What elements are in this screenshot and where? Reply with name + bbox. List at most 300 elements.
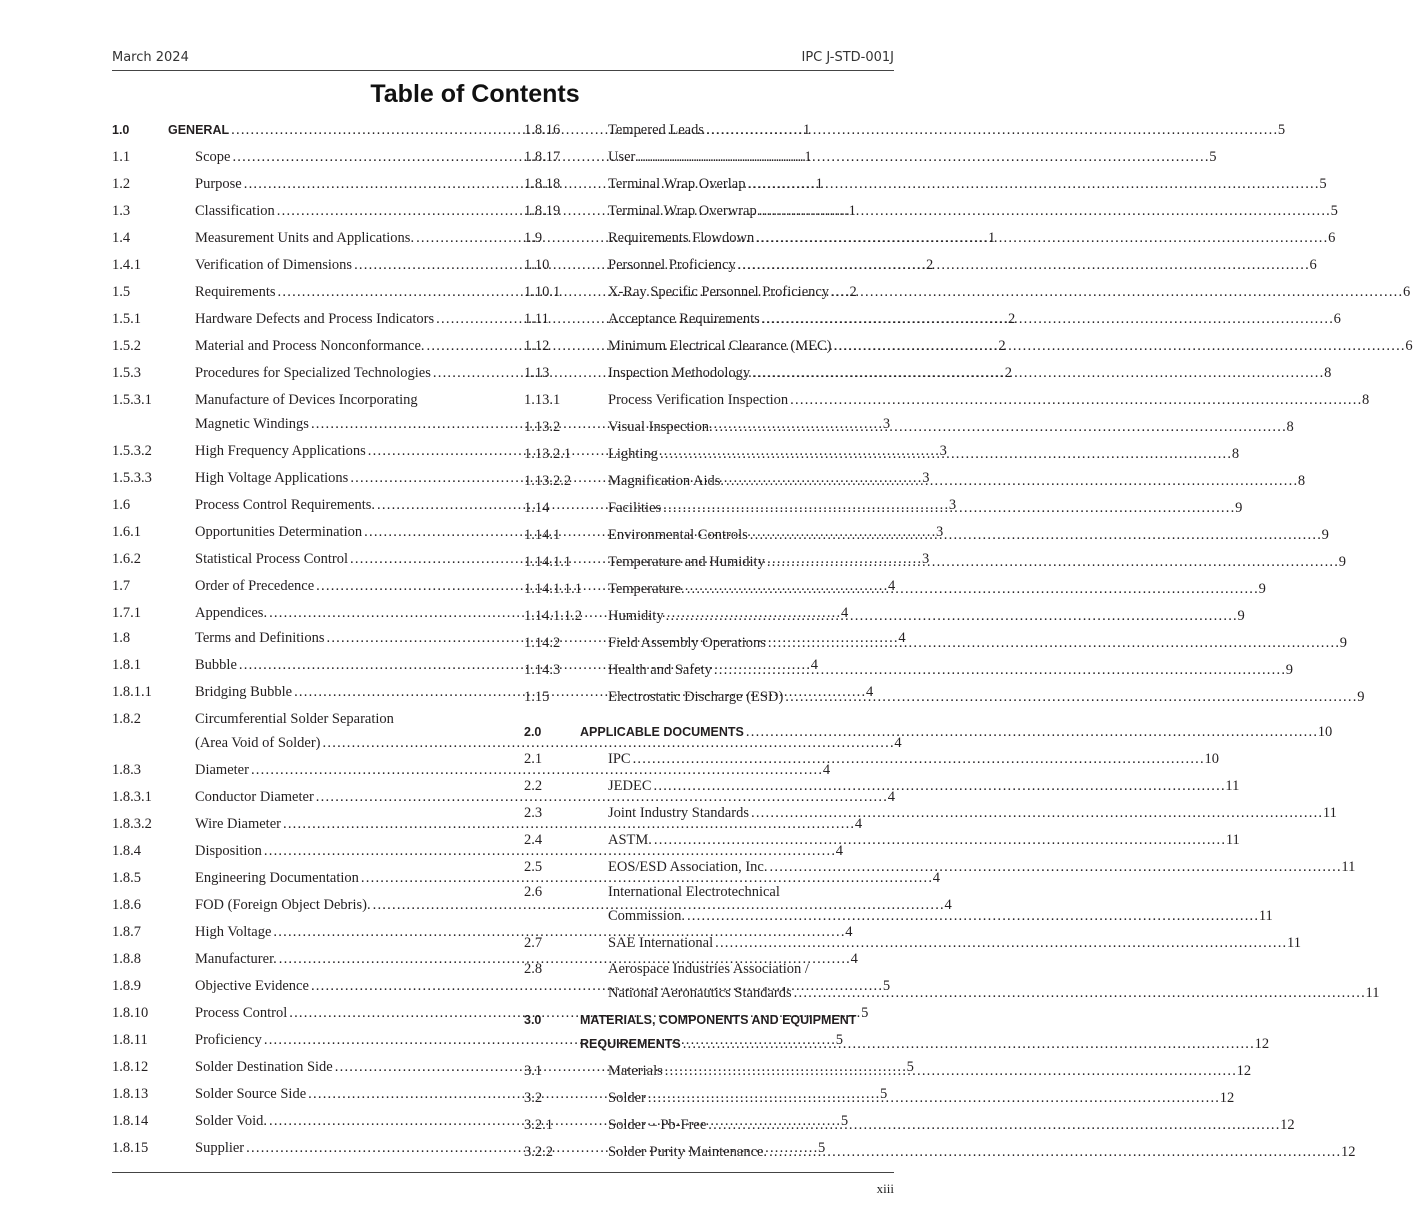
toc-entry[interactable] — [524, 685, 1365, 709]
toc-entry-number: 1.5 — [112, 284, 131, 300]
toc-entry-number: 1.14.3 — [524, 662, 561, 678]
toc-entry-title: Bubble — [195, 657, 237, 673]
toc-entry-number: 1.8.12 — [112, 1059, 149, 1075]
toc-entry-title: Procedures for Specialized Technologies — [195, 365, 431, 381]
toc-entry-title: Manufacturer. — [195, 951, 277, 967]
toc-entry[interactable] — [524, 658, 1294, 682]
toc-entry-number: 2.7 — [524, 935, 543, 951]
toc-entry[interactable] — [524, 523, 1329, 547]
toc-entry-page: 4 — [932, 870, 941, 886]
toc-entry-number: 1.13.2 — [524, 419, 561, 435]
toc-entry-page: 4 — [894, 735, 902, 751]
toc-entry-page: 4 — [845, 924, 853, 940]
toc-entry-number: 1.8.3 — [112, 762, 141, 778]
toc-entry-page: 5 — [1209, 149, 1217, 165]
toc-entry-title: Magnetic Windings — [195, 416, 309, 432]
toc-entry[interactable] — [524, 415, 1294, 439]
toc-entry-page: 1 — [815, 176, 823, 192]
toc-entry-title: Solder – Pb-Free — [608, 1117, 707, 1133]
toc-entry-title: Humidity — [608, 608, 664, 624]
toc-entry[interactable] — [524, 931, 1301, 955]
toc-entry-title: Lighting — [608, 446, 658, 462]
toc-entry-page: 5 — [1319, 176, 1327, 192]
toc-entry-page: 2 — [925, 257, 934, 273]
toc-entry-title: Acceptance Requirements — [608, 311, 760, 327]
toc-entry-title: GENERAL — [168, 123, 230, 137]
toc-entry-number: 1.0 — [112, 123, 130, 137]
toc-entry-page: 10 — [1204, 751, 1219, 767]
toc-entry[interactable] — [524, 604, 1245, 628]
dot-leader — [665, 1059, 1235, 1083]
toc-entry-title: Inspection Methodology — [608, 365, 751, 381]
toc-entry[interactable] — [524, 801, 1337, 825]
toc-entry[interactable] — [524, 577, 1266, 601]
toc-entry-number: 2.4 — [524, 832, 543, 848]
toc-entry-number: 1.6.2 — [112, 551, 141, 567]
dot-leader — [747, 172, 1317, 196]
toc-entry-title: Requirements — [195, 284, 276, 300]
toc-entry-number: 1.6.1 — [112, 524, 141, 540]
toc-entry-number: 2.8 — [524, 961, 543, 977]
toc-entry-title: Commission. — [608, 908, 685, 924]
dot-leader — [769, 1140, 1339, 1164]
toc-entry-number: 1.8.1.1 — [112, 684, 152, 700]
page-footer — [112, 1172, 894, 1196]
toc-entry-page: 12 — [1254, 1036, 1270, 1052]
dot-leader — [738, 253, 1308, 277]
toc-entry[interactable] — [524, 496, 1243, 520]
toc-entry-page: 2 — [1004, 365, 1013, 381]
toc-entry[interactable] — [524, 118, 1286, 142]
toc-entry-page: 3 — [921, 551, 930, 567]
toc-entry-number: 1.8.1 — [112, 657, 141, 673]
toc-entry-number: 1.5.3.2 — [112, 443, 152, 459]
toc-entry-page: 4 — [854, 816, 863, 832]
toc-entry-number: 2.0 — [524, 725, 542, 739]
toc-entry-page: 4 — [944, 897, 952, 913]
toc-entry[interactable] — [524, 253, 1317, 277]
toc-entry-number: 1.13.2.1 — [524, 446, 572, 462]
toc-entry-title: Diameter — [195, 762, 249, 778]
toc-entry-number: 1.14.1.1.1 — [524, 581, 582, 597]
toc-entry-page: 8 — [1286, 419, 1294, 435]
dot-leader — [759, 199, 1329, 223]
dot-leader — [683, 1032, 1253, 1056]
toc-entry-title: ASTM. — [608, 832, 652, 848]
toc-entry-number: 2.2 — [524, 778, 543, 794]
toc-entry-number: 1.9 — [524, 230, 543, 246]
toc-entry-title: Disposition — [195, 843, 262, 859]
page-header — [112, 48, 894, 71]
toc-entry-number: 3.2.1 — [524, 1117, 553, 1133]
toc-entry-page: 11 — [1258, 908, 1273, 924]
toc-entry[interactable] — [524, 172, 1327, 196]
toc-entry-page: 4 — [822, 762, 831, 778]
toc-entry-title: (Area Void of Solder) — [195, 735, 321, 751]
toc-entry-number: 1.8.14 — [112, 1113, 149, 1129]
toc-entry-number: 1.14.1 — [524, 527, 561, 543]
toc-entry-page: 9 — [1235, 500, 1243, 516]
dot-leader — [715, 415, 1285, 439]
toc-entry-title: Hardware Defects and Process Indicators — [195, 311, 435, 327]
dot-leader — [833, 334, 1403, 358]
toc-entry-page: 11 — [1225, 778, 1240, 794]
toc-entry-number: 3.2 — [524, 1090, 543, 1106]
toc-entry-title: Process Verification Inspection — [608, 392, 789, 408]
toc-entry-number: 1.13 — [524, 365, 550, 381]
toc-entry-title: Requirements Flowdown — [608, 230, 755, 246]
dot-leader — [831, 280, 1401, 304]
toc-entry-number: 1.4 — [112, 230, 131, 246]
dot-leader — [706, 118, 1276, 142]
toc-entry-title: Solder Void. — [195, 1113, 267, 1129]
toc-entry-page: 2 — [1008, 311, 1016, 327]
toc-entry-number: 1.8.2 — [112, 711, 141, 727]
toc-entry-title: Material and Process Nonconformance. — [195, 338, 425, 354]
toc-entry-title: High Voltage — [195, 924, 272, 940]
toc-entry-page: 3 — [936, 524, 944, 540]
toc-entry-page: 9 — [1339, 635, 1348, 651]
toc-entry[interactable] — [524, 442, 1240, 466]
toc-entry-title: Health and Safety — [608, 662, 712, 678]
toc-entry[interactable] — [524, 828, 1240, 852]
toc-entry-title: EOS/ESD Association, Inc. — [608, 859, 768, 875]
toc-entry-page: 4 — [840, 605, 849, 621]
toc-entry-number: 1.8.3.1 — [112, 789, 152, 805]
toc-entry-page: 4 — [865, 684, 874, 700]
toc-entry-number: 1.8.15 — [112, 1140, 149, 1156]
toc-entry-number: 1.14.1.1.2 — [524, 608, 582, 624]
toc-entry-number: 1.8.18 — [524, 176, 561, 192]
toc-entry-title: Wire Diameter — [195, 816, 281, 832]
toc-entry-number: 3.2.2 — [524, 1144, 553, 1160]
toc-entry[interactable] — [524, 957, 1380, 1005]
toc-entry-title: Opportunities Determination — [195, 524, 363, 540]
toc-entry-page: 12 — [1280, 1117, 1295, 1133]
toc-entry-page: 1 — [803, 122, 811, 138]
toc-entry-title: National Aeronautics Standards — [608, 985, 792, 1001]
dot-leader — [746, 720, 1316, 744]
dot-leader — [767, 550, 1337, 574]
toc-entry-page: 9 — [1258, 581, 1266, 597]
toc-entry[interactable] — [524, 631, 1348, 655]
toc-entry-title: Terminal Wrap Overlap — [608, 176, 746, 192]
toc-entry-title: Scope — [195, 149, 231, 165]
toc-entry-page: 12 — [1219, 1090, 1235, 1106]
dot-leader — [715, 931, 1285, 955]
toc-entry-page: 8 — [1231, 446, 1240, 462]
dot-leader — [663, 496, 1233, 520]
toc-entry-title: Conductor Diameter — [195, 789, 314, 805]
toc-entry-page: 6 — [1328, 230, 1336, 246]
toc-entry-number: 1.8.5 — [112, 870, 141, 886]
toc-entry-page: 8 — [1362, 392, 1370, 408]
toc-entry-page: 4 — [850, 951, 858, 967]
dot-leader — [785, 685, 1355, 709]
dot-leader — [708, 1113, 1278, 1137]
toc-entry-page: 5 — [1330, 203, 1338, 219]
toc-entry-page: 9 — [1237, 608, 1245, 624]
toc-entry-number: 1.8.10 — [112, 1005, 149, 1021]
toc-entry-page: 1 — [804, 149, 812, 165]
dot-leader — [714, 658, 1284, 682]
toc-entry-title: High Voltage Applications — [195, 470, 349, 486]
toc-entry-number: 1.14.1.1 — [524, 554, 572, 570]
toc-entry-number: 1.11 — [524, 311, 549, 327]
toc-entry-number: 1.8.3.2 — [112, 816, 152, 832]
toc-entry[interactable] — [524, 1140, 1356, 1164]
toc-entry-page: 9 — [1285, 662, 1294, 678]
toc-entry-title: IPC — [608, 751, 631, 767]
dot-leader — [633, 747, 1203, 771]
toc-entry-number: 1.12 — [524, 338, 550, 354]
toc-entry-page: 12 — [1236, 1063, 1252, 1079]
toc-entry-title-line1: Circumferential Solder Separation — [195, 711, 394, 727]
toc-entry-page: 5 — [861, 1005, 869, 1021]
toc-entry-number: 1.5.3.1 — [112, 392, 152, 408]
toc-entry-number: 1.8 — [112, 630, 131, 646]
dot-leader — [654, 828, 1224, 852]
toc-entry-title: User — [608, 149, 636, 165]
toc-entry-title: Bridging Bubble — [195, 684, 293, 700]
toc-entry[interactable] — [524, 1008, 1270, 1056]
toc-entry-page: 4 — [898, 630, 906, 646]
toc-entry-number: 1.8.7 — [112, 924, 141, 940]
toc-entry[interactable] — [524, 1113, 1295, 1137]
toc-entry-number: 1.14.2 — [524, 635, 561, 651]
toc-entry-number: 3.0 — [524, 1013, 542, 1027]
toc-entry-title: Environmental Controls — [608, 527, 748, 543]
dot-leader — [687, 577, 1257, 601]
toc-entry-page: 4 — [888, 578, 896, 594]
toc-entry-number: 1.5.3.3 — [112, 470, 152, 486]
toc-entry-page: 8 — [1297, 473, 1306, 489]
toc-entry[interactable] — [524, 1086, 1235, 1110]
toc-entry-page: 3 — [922, 470, 930, 486]
toc-entry-title: Objective Evidence — [195, 978, 309, 994]
toc-entry-number: 1.8.19 — [524, 203, 561, 219]
toc-entry-title: Solder Purity Maintenance. — [608, 1144, 768, 1160]
toc-entry-title: Measurement Units and Applications. — [195, 230, 415, 246]
toc-entry-title: Visual Inspection. — [608, 419, 713, 435]
toc-entry-page: 9 — [1321, 527, 1329, 543]
toc-entry-page: 4 — [835, 843, 844, 859]
toc-entry-number: 1.7.1 — [112, 605, 141, 621]
toc-entry-page: 5 — [882, 978, 891, 994]
toc-entry-title: Materials — [608, 1063, 663, 1079]
toc-entry-title: Minimum Electrical Clearance (MEC) — [608, 338, 832, 354]
dot-leader — [751, 801, 1321, 825]
toc-entry-page: 5 — [906, 1059, 914, 1075]
toc-entry-number: 1.10.1 — [524, 284, 561, 300]
toc-entry-page: 5 — [1277, 122, 1286, 138]
toc-entry[interactable] — [524, 855, 1356, 879]
toc-entry-number: 1.8.4 — [112, 843, 141, 859]
toc-entry-number: 1.5.1 — [112, 311, 141, 327]
toc-entry-number: 1.8.6 — [112, 897, 141, 913]
toc-entry-number: 2.6 — [524, 884, 543, 900]
toc-entry-number: 1.2 — [112, 176, 131, 192]
toc-entry-title: FOD (Foreign Object Debris). — [195, 897, 371, 913]
toc-entry-title: Joint Industry Standards — [608, 805, 749, 821]
toc-entry[interactable] — [524, 307, 1341, 331]
toc-entry-title: APPLICABLE DOCUMENTS — [580, 725, 744, 739]
header-document-id: IPC J-STD-001J — [801, 50, 894, 65]
toc-entry-page: 12 — [1340, 1144, 1356, 1160]
toc-entry-title: REQUIREMENTS — [580, 1037, 681, 1051]
toc-entry-page: 9 — [1338, 554, 1346, 570]
toc-entry-page: 8 — [1324, 365, 1332, 381]
toc-entry-title: Supplier — [195, 1140, 245, 1156]
toc-entry-page: 1 — [848, 203, 856, 219]
toc-entry-title: Solder — [608, 1090, 646, 1106]
toc-entry-page: 10 — [1317, 724, 1333, 740]
dot-leader — [794, 981, 1364, 1005]
toc-entry[interactable] — [524, 469, 1306, 493]
toc-entry-number: 1.8.11 — [112, 1032, 148, 1048]
toc-entry-title: Temperature. — [608, 581, 685, 597]
toc-entry-page: 5 — [840, 1113, 849, 1129]
toc-entry[interactable] — [524, 280, 1411, 304]
toc-entry-number: 1.8.16 — [524, 122, 561, 138]
dot-leader — [752, 361, 1322, 385]
toc-entry-page: 11 — [1225, 832, 1240, 848]
toc-entry-number: 2.1 — [524, 751, 543, 767]
toc-entry-page: 3 — [939, 443, 947, 459]
toc-entry-title: SAE International — [608, 935, 714, 951]
toc-entry[interactable] — [524, 550, 1346, 574]
page-number: xiii — [876, 1181, 894, 1196]
toc-entry-page: 6 — [1402, 284, 1411, 300]
toc-entry-page: 5 — [880, 1086, 888, 1102]
toc-entry-number: 1.13.2.2 — [524, 473, 572, 489]
dot-leader — [648, 1086, 1218, 1110]
toc-entry-title-line1: International Electrotechnical — [608, 884, 780, 900]
toc-entry-title: Temperature and Humidity — [608, 554, 765, 570]
dot-leader — [770, 855, 1340, 879]
toc-entry-title: Field Assembly Operations — [608, 635, 766, 651]
toc-entry-number: 1.14 — [524, 500, 550, 516]
toc-entry-page: 6 — [1309, 257, 1317, 273]
dot-leader — [726, 469, 1296, 493]
toc-entry-number: 2.5 — [524, 859, 543, 875]
toc-entry-number: 1.8.9 — [112, 978, 141, 994]
toc-entry-title: Terms and Definitions — [195, 630, 325, 646]
toc-entry-title: Proficiency — [195, 1032, 262, 1048]
toc-entry-title-line1: Aerospace Industries Association / — [608, 961, 809, 977]
toc-entry-page: 11 — [1341, 859, 1356, 875]
toc-entry[interactable] — [524, 747, 1219, 771]
toc-entry[interactable] — [524, 226, 1336, 250]
toc-entry-title: Classification — [195, 203, 275, 219]
dot-leader — [654, 774, 1224, 798]
toc-entry-title: Process Control Requirements. — [195, 497, 376, 513]
toc-entry-title: Solder Source Side — [195, 1086, 307, 1102]
toc-entry-number: 1.8.17 — [524, 149, 561, 165]
dot-leader — [660, 442, 1230, 466]
toc-entry-page: 2 — [998, 338, 1006, 354]
toc-entry-title-line1: MATERIALS, COMPONENTS AND EQUIPMENT — [580, 1013, 857, 1027]
page-title: Table of Contents — [370, 80, 580, 108]
toc-entry-number: 1.5.3 — [112, 365, 141, 381]
toc-entry[interactable] — [524, 361, 1332, 385]
toc-entry-number: 1.13.1 — [524, 392, 561, 408]
toc-entry-page: 11 — [1287, 935, 1301, 951]
toc-entry-page: 11 — [1322, 805, 1337, 821]
toc-entry-page: 6 — [1405, 338, 1413, 354]
toc-entry[interactable] — [524, 388, 1370, 412]
toc-entry-page: 1 — [987, 230, 996, 246]
toc-entry-page: 11 — [1365, 985, 1380, 1001]
dot-leader — [750, 523, 1320, 547]
toc-entry-page: 3 — [882, 416, 891, 432]
toc-entry-page: 2 — [849, 284, 857, 300]
toc-entry-page: 4 — [810, 657, 819, 673]
toc-entry-number: 1.7 — [112, 578, 131, 594]
toc-entry-number: 1.8.8 — [112, 951, 141, 967]
dot-leader — [756, 226, 1326, 250]
toc-entry-title: Solder Destination Side — [195, 1059, 333, 1075]
toc-entry-number: 1.4.1 — [112, 257, 141, 273]
toc-entry-number: 2.3 — [524, 805, 543, 821]
dot-leader — [768, 631, 1338, 655]
toc-entry-page: 9 — [1357, 689, 1365, 705]
toc-entry-title: Purpose — [195, 176, 242, 192]
toc-entry-number: 1.8.13 — [112, 1086, 149, 1102]
dot-leader — [687, 904, 1257, 928]
toc-entry-title: Process Control — [195, 1005, 288, 1021]
toc-entry-title: Facilities — [608, 500, 662, 516]
toc-entry-title: Terminal Wrap Overwrap — [608, 203, 757, 219]
toc-entry-title: Engineering Documentation — [195, 870, 359, 886]
toc-entry[interactable] — [524, 880, 1273, 928]
header-date: March 2024 — [112, 50, 189, 65]
toc-entry-page: 3 — [948, 497, 957, 513]
toc-entry-number: 1.3 — [112, 203, 131, 219]
toc-entry[interactable] — [524, 145, 1217, 169]
toc-entry-title: High Frequency Applications — [195, 443, 366, 459]
dot-leader — [666, 604, 1236, 628]
toc-entry-number: 1.6 — [112, 497, 131, 513]
toc-entry-title: Magnification Aids. — [608, 473, 724, 489]
toc-entry-number: 1.1 — [112, 149, 131, 165]
toc-entry-title: Electrostatic Discharge (ESD) — [608, 689, 784, 705]
toc-entry-title: Personnel Proficiency — [608, 257, 736, 273]
toc-entry-number: 1.5.2 — [112, 338, 141, 354]
toc-entry-page: 5 — [818, 1140, 826, 1156]
dot-leader — [762, 307, 1332, 331]
toc-entry[interactable] — [524, 774, 1240, 798]
toc-entry-number: 3.1 — [524, 1063, 543, 1079]
toc-entry-title-line1: Manufacture of Devices Incorporating — [195, 392, 418, 408]
toc-entry-page: 4 — [887, 789, 895, 805]
toc-entry-title: Verification of Dimensions — [195, 257, 353, 273]
toc-entry-title: JEDEC — [608, 778, 652, 794]
toc-entry-title: Appendices. — [195, 605, 268, 621]
toc-entry-title: X-Ray Specific Personnel Proficiency — [608, 284, 830, 300]
toc-entry-number: 1.10 — [524, 257, 550, 273]
toc-entry-title: Statistical Process Control — [195, 551, 349, 567]
toc-entry-number: 1.15 — [524, 689, 550, 705]
dot-leader — [637, 145, 1207, 169]
toc-entry[interactable] — [524, 199, 1338, 223]
dot-leader — [790, 388, 1360, 412]
toc-entry[interactable] — [524, 720, 1333, 744]
toc-entry[interactable] — [524, 334, 1413, 358]
toc-entry[interactable] — [524, 1059, 1252, 1083]
toc-entry-page: 5 — [835, 1032, 843, 1048]
toc-entry-title: Order of Precedence — [195, 578, 315, 594]
